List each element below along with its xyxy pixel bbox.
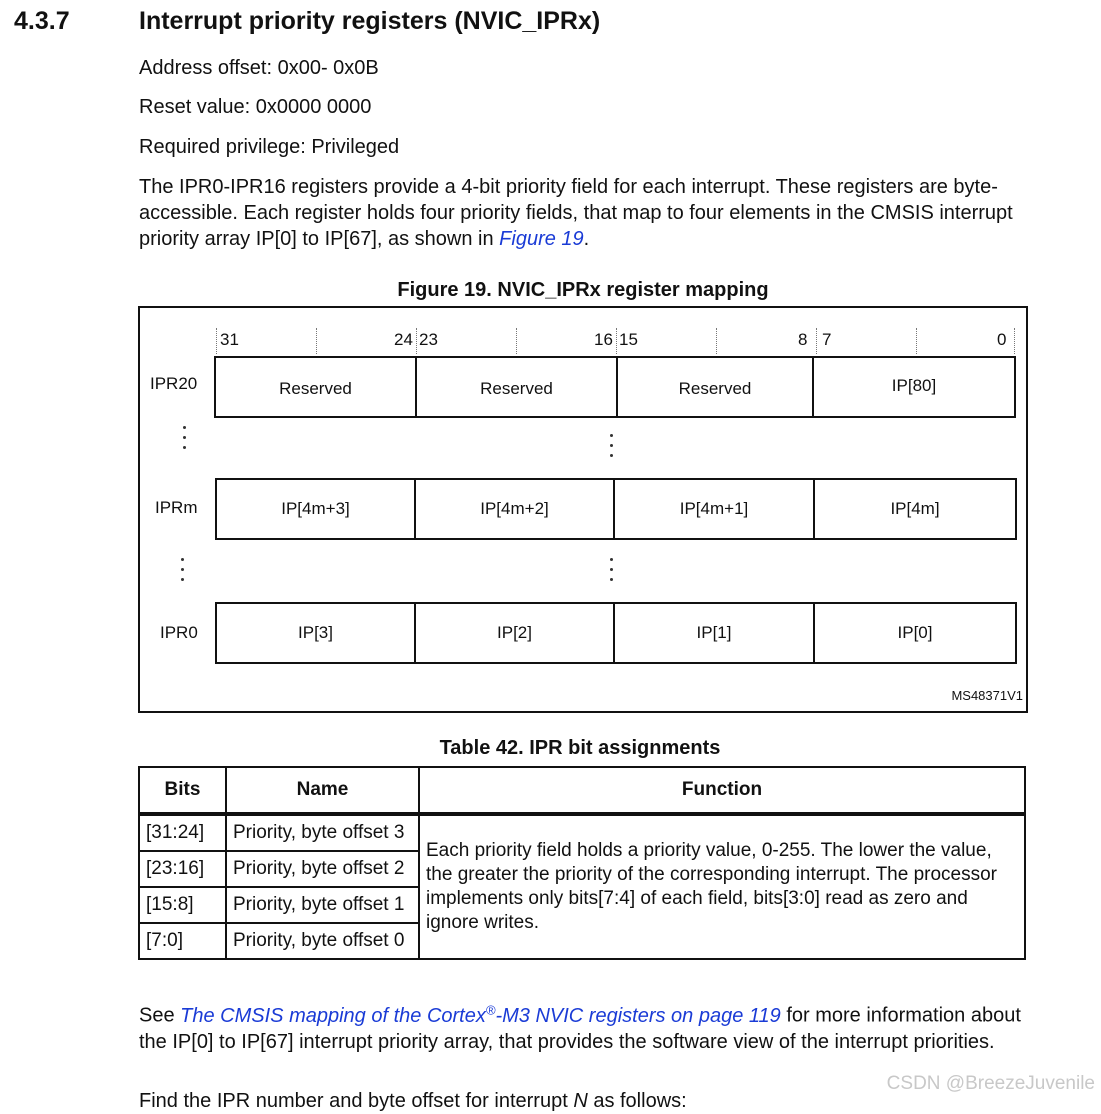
registered-mark: ® [485,1002,496,1017]
intro-paragraph [139,174,1034,252]
bit-tick [816,328,817,354]
field-cell: Reserved [216,358,417,416]
field-cell: IP[1] [615,604,815,662]
bits-cell: [7:0] [139,923,226,959]
table-header-row [139,767,1025,814]
field-cell: IP[80] [891,376,937,395]
bit-tick [616,328,617,354]
register-label-iprm: IPRm [155,498,198,517]
ipr-bit-table [138,766,1026,960]
register-mapping-figure [138,306,1028,713]
find-text-end: as follows: [587,1090,687,1112]
section-title: Interrupt priority registers (NVIC_IPRx) [139,7,601,35]
table-row [139,814,1025,851]
field-cell: IP[4m] [890,499,940,518]
table-caption: Table 42. IPR bit assignments [439,737,721,759]
field-cell: IP[0] [897,623,933,642]
bit-number-23: 23 [419,330,438,349]
bit-tick [316,328,317,354]
reset-value: Reset value: 0x0000 0000 [139,96,372,118]
header-function: Function [419,767,1025,814]
see-text-end: for more information about the IP[0] to IP[67] interrupt priority array, that provides the software view of the interrupt priorities. [139,1004,1021,1053]
bit-tick [1014,328,1015,354]
name-cell: Priority, byte offset 2 [226,851,419,887]
watermark: CSDN @BreezeJuvenile [886,1073,1095,1094]
variable-n: N [573,1090,588,1112]
register-row-iprm [215,478,1017,540]
ellipsis-dots [183,426,187,456]
ellipsis-dots [610,558,614,588]
field-cell: IP[2] [416,604,615,662]
bits-cell: [23:16] [139,851,226,887]
bits-cell: [15:8] [139,887,226,923]
bit-number-31: 31 [220,330,239,349]
name-cell: Priority, byte offset 0 [226,923,419,959]
header-bits: Bits [139,767,226,814]
bit-tick [916,328,917,354]
field-cell: Reserved [618,358,814,416]
figure-19-link[interactable]: Figure 19 [499,228,584,250]
bits-cell: [31:24] [139,814,226,851]
register-row-ipr20 [214,356,1016,418]
name-cell: Priority, byte offset 3 [226,814,419,851]
bit-tick [416,328,417,354]
find-text: Find the IPR number and byte offset for interrupt [139,1090,574,1112]
bit-number-24: 24 [394,330,413,349]
figure-id: MS48371V1 [951,688,1023,703]
field-cell: IP[4m+1] [615,480,815,538]
function-cell: Each priority field holds a priority value, 0-255. The lower the value, the greater the priority of the corresponding interrupt. The processor implements only bits[7:4] of each field, bits[3:0] read as zero and ignore writes. [419,814,1025,959]
required-privilege: Required privilege: Privileged [139,136,400,158]
bit-number-16: 16 [594,330,613,349]
header-name: Name [226,767,419,814]
cmsis-mapping-link[interactable] [180,1002,781,1027]
cmsis-link-text-b: -M3 NVIC registers on page 119 [495,1004,781,1027]
name-cell: Priority, byte offset 1 [226,887,419,923]
see-text: See [139,1004,181,1027]
bit-number-8: 8 [798,330,808,349]
see-paragraph [139,997,1029,1055]
bit-number-7: 7 [822,330,832,349]
intro-text-end: . [583,228,590,250]
field-cell: IP[3] [217,604,416,662]
cmsis-link-text-a: The CMSIS mapping of the Cortex [180,1004,486,1027]
section-number: 4.3.7 [14,7,70,35]
bit-number-15: 15 [619,330,638,349]
field-cell: IP[4m+3] [217,480,416,538]
bit-number-0: 0 [997,330,1007,349]
ellipsis-dots [181,558,185,588]
bit-tick [516,328,517,354]
register-label-ipr0: IPR0 [160,623,198,642]
address-offset: Address offset: 0x00- 0x0B [139,57,379,79]
field-cell: IP[4m+2] [416,480,615,538]
figure-caption: Figure 19. NVIC_IPRx register mapping [397,279,769,301]
intro-text: The IPR0-IPR16 registers provide a 4-bit priority field for each interrupt. These registers are byte-accessible. Each register holds four priority fields, that map to four elements in the CMSIS interrupt priority array IP[0] to IP[67], as shown in [139,176,1013,250]
register-label-ipr20: IPR20 [150,374,198,393]
ellipsis-dots [610,434,614,464]
register-row-ipr0 [215,602,1017,664]
field-cell: Reserved [417,358,618,416]
bit-tick [216,328,217,354]
bit-tick [716,328,717,354]
